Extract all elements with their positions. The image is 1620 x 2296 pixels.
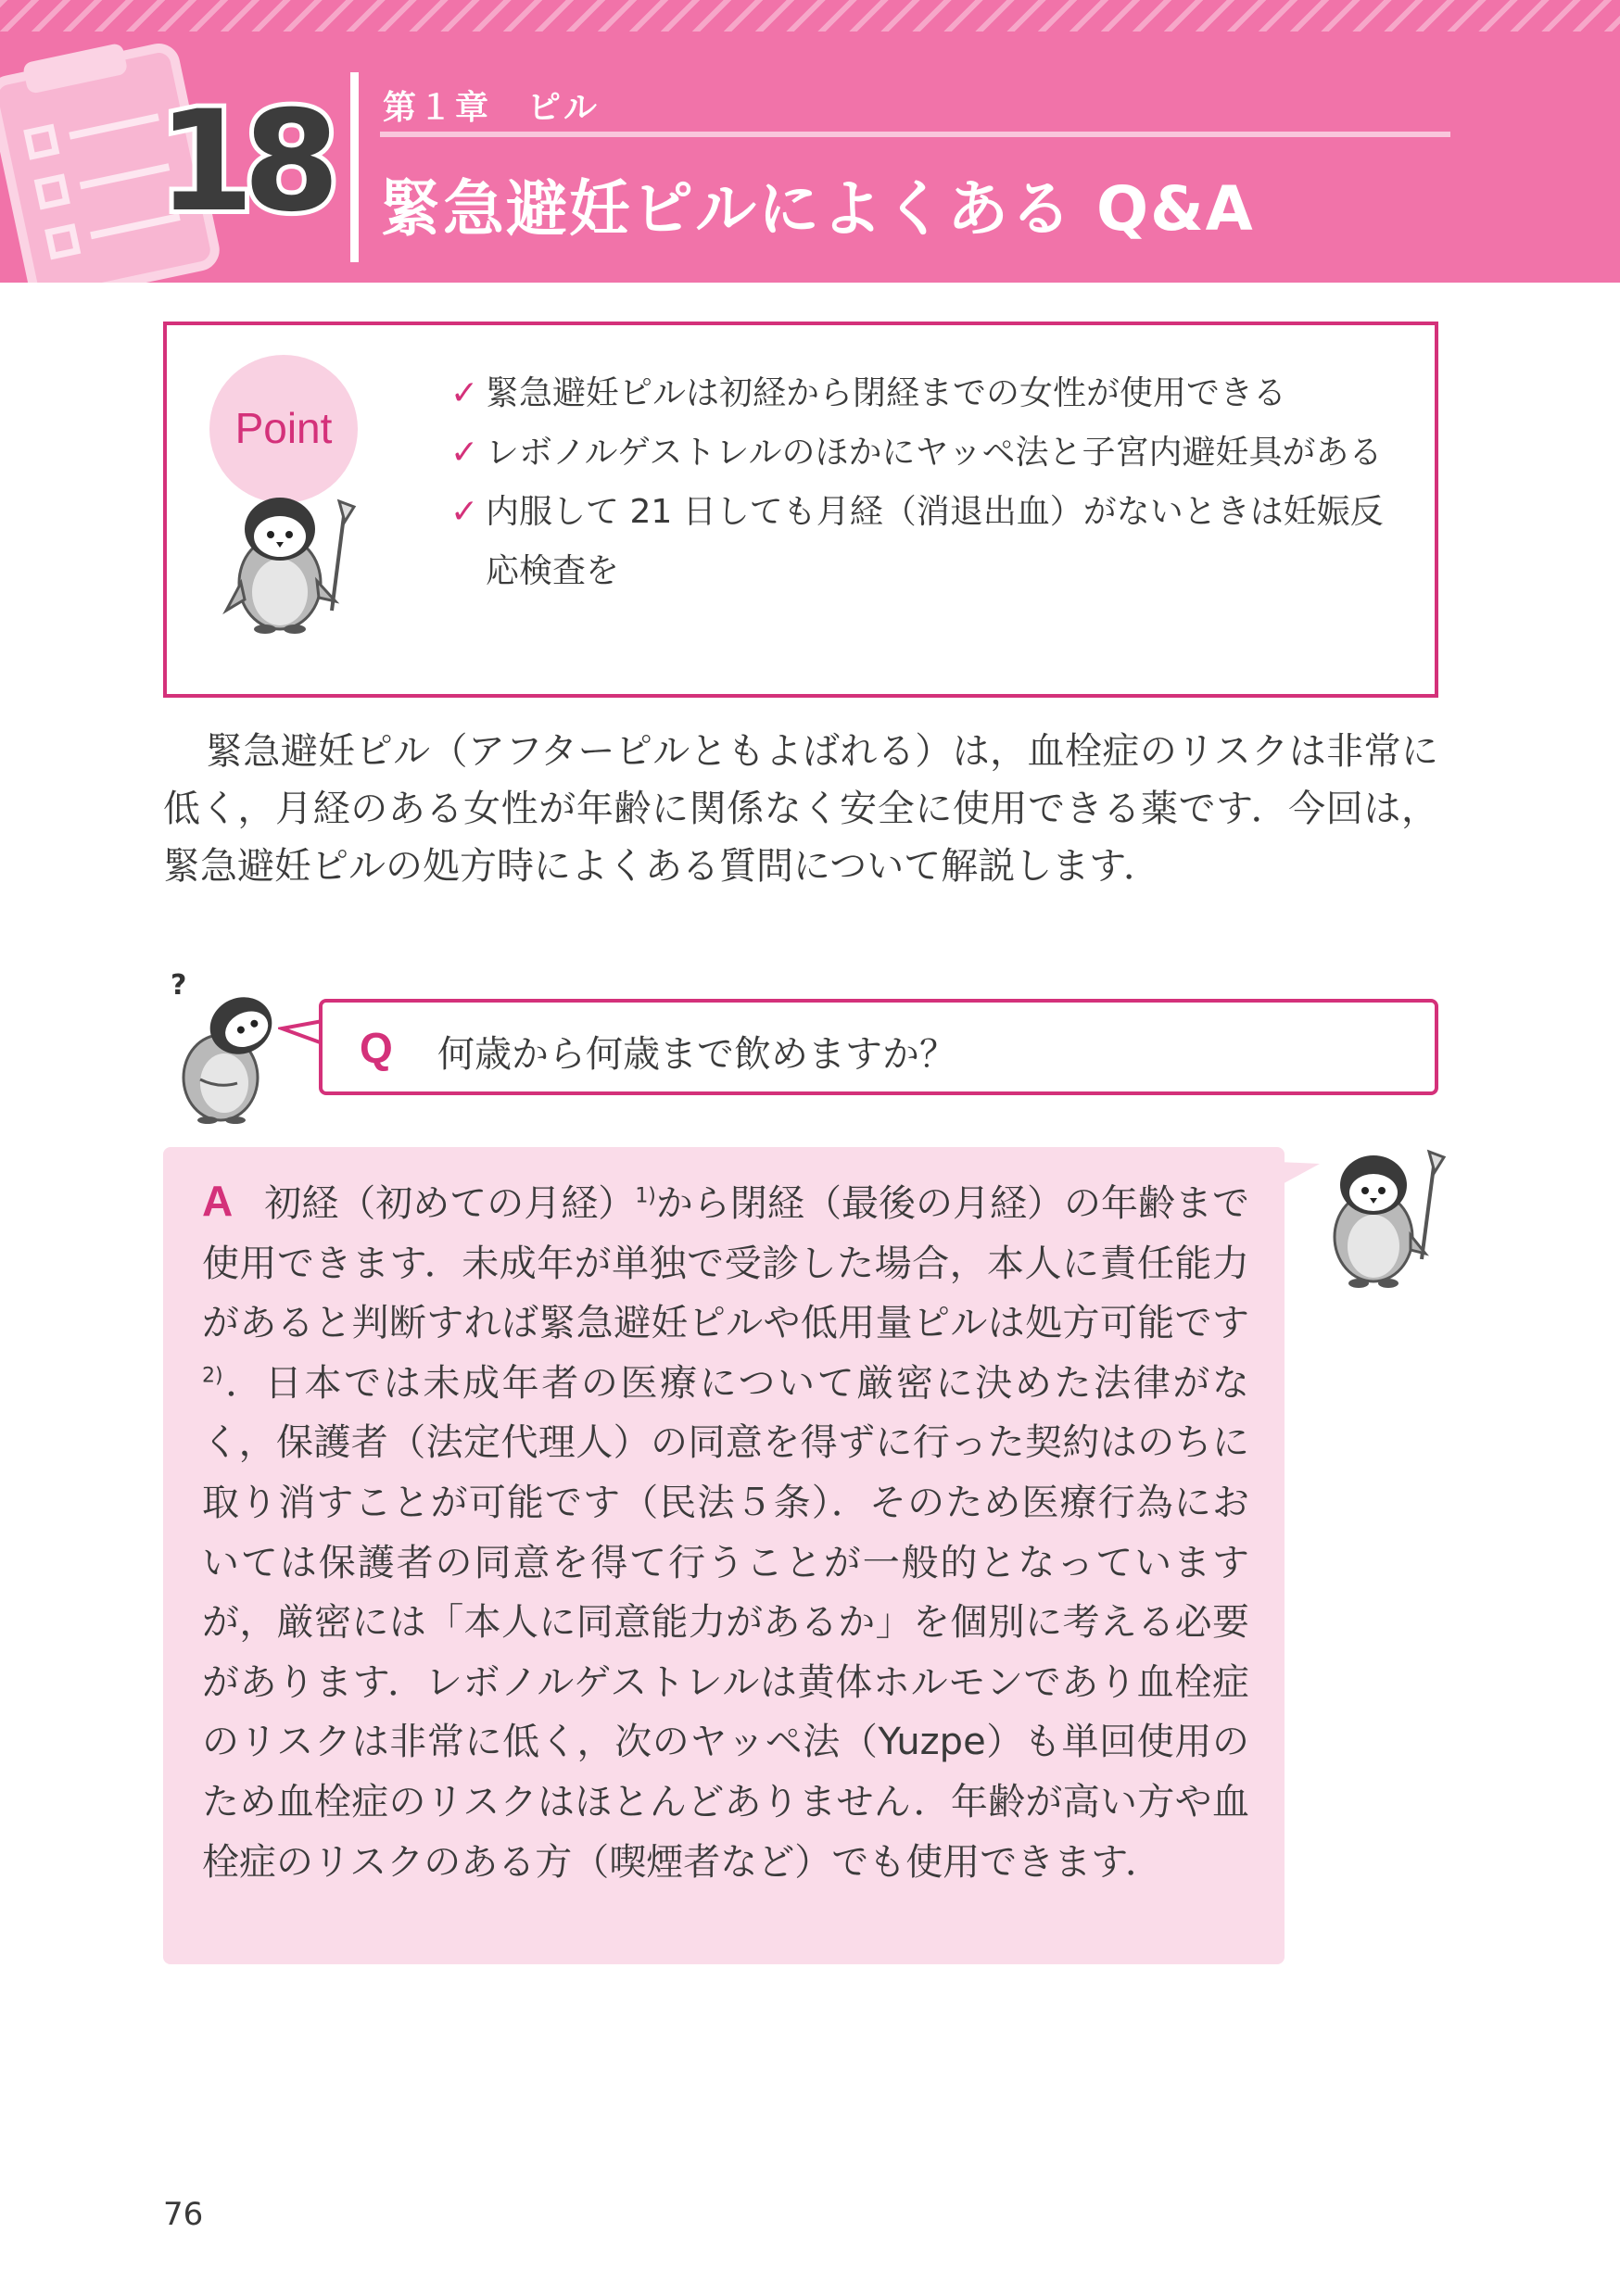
answer-part-2: から閉経（最後の月経）の年齢まで使用できます．未成年が単独で受診した場合，本人に責任能力があると判断すれば緊急避妊ピルや低用量ピルは処方可能です — [202, 1182, 1250, 1345]
check-icon: ✓ — [450, 493, 479, 531]
point-item-text: 内服して 21 日しても月経（消退出血）がないときは妊娠反応検査を — [486, 493, 1384, 590]
chapter-number: 18 — [158, 82, 329, 243]
answer-letter: A — [202, 1177, 234, 1225]
header-divider-vertical — [350, 72, 359, 262]
chapter-label: 第１章 ピル — [383, 89, 601, 127]
reference-superscript: 2) — [202, 1364, 223, 1388]
puzzled-penguin-icon — [163, 968, 293, 1126]
question-box — [319, 999, 1438, 1095]
reference-superscript: 1) — [635, 1184, 656, 1208]
question-bubble-tail — [278, 1016, 324, 1053]
answer-part-3: ．日本では未成年者の医療について厳密に決めた法律がなく，保護者（法定代理人）の同意を得ずに行った契約はのちに取り消すことが可能です（民法５条）．そのため医療行為においては保護者の同意を得て行うことが一般的となっていますが，厳密には「本人に同意能力があるか」を個別に考える必要があります．レボノルゲストレルは黄体ホルモンであり血栓症のリスクは非常に低く，次のヤッペ法（Yuzpe）も単回使用のため血栓症のリスクはほとんどありません．年齢が高い方や血栓症のリスクのある方（喫煙者など）でも使用できます． — [202, 1361, 1249, 1884]
penguin-with-pointer-icon — [1314, 1144, 1453, 1293]
intro-paragraph: 緊急避妊ピル（アフターピルともよばれる）は，血栓症のリスクは非常に低く，月経のある女性が年齢に関係なく安全に使用できる薬です．今回は，緊急避妊ピルの処方時によくある質問について解説します． — [163, 730, 1438, 888]
point-item — [450, 423, 1414, 483]
question-letter: Q — [360, 1024, 393, 1072]
question-text: 何歳から何歳まで飲めますか？ — [437, 1033, 956, 1076]
point-item — [450, 483, 1414, 601]
point-item — [450, 364, 1414, 423]
point-list — [450, 364, 1414, 601]
answer-text — [202, 1171, 1249, 1892]
penguin-with-pointer-icon — [213, 481, 361, 638]
answer-box — [163, 1147, 1285, 1964]
point-label: Point — [234, 404, 333, 452]
page-number: 76 — [163, 2196, 204, 2233]
header-divider-horizontal — [380, 132, 1450, 137]
chapter-header — [0, 0, 1620, 283]
point-item-text: 緊急避妊ピルは初経から閉経までの女性が使用できる — [486, 374, 1287, 412]
point-item-text: レボノルゲストレルのほかにヤッペ法と子宮内避妊具がある — [486, 434, 1383, 472]
answer-part-1: 初経（初めての月経） — [264, 1182, 636, 1225]
page-title: 緊急避妊ピルによくある Q&A — [380, 173, 1255, 245]
point-box — [163, 322, 1438, 698]
question-mark: ? — [171, 969, 187, 1002]
check-icon: ✓ — [450, 434, 479, 472]
check-icon: ✓ — [450, 374, 479, 412]
header-stripes — [0, 0, 1620, 32]
